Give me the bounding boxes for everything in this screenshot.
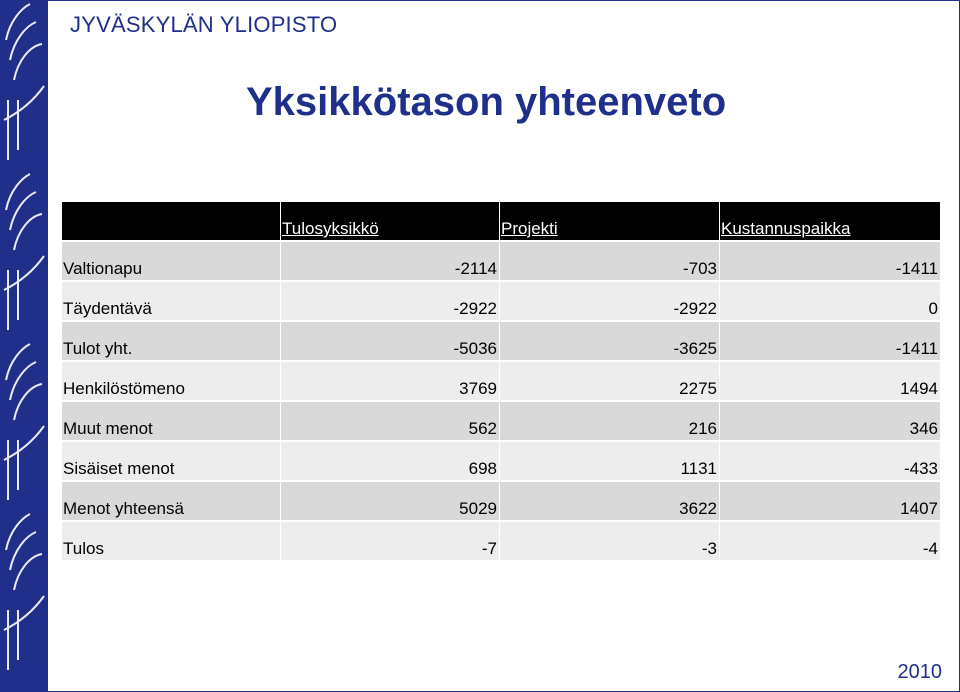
value-cell: -2922 bbox=[281, 280, 500, 320]
row-label-cell: Henkilöstömeno bbox=[62, 360, 281, 400]
value-cell: -2114 bbox=[281, 240, 500, 280]
table-row bbox=[62, 520, 940, 560]
table-row bbox=[62, 440, 940, 480]
table-row bbox=[62, 400, 940, 440]
value-cell: -5036 bbox=[281, 320, 500, 360]
value-cell: 1131 bbox=[500, 440, 720, 480]
row-label-cell: Tulot yht. bbox=[62, 320, 281, 360]
column-header: Projekti bbox=[500, 202, 720, 240]
row-label-cell: Tulos bbox=[62, 520, 281, 560]
value-cell: 216 bbox=[500, 400, 720, 440]
summary-table bbox=[62, 202, 940, 560]
value-cell: -3 bbox=[500, 520, 720, 560]
value-cell: -7 bbox=[281, 520, 500, 560]
value-cell: -1411 bbox=[720, 240, 940, 280]
table-header-row bbox=[62, 202, 940, 240]
value-cell: -4 bbox=[720, 520, 940, 560]
row-label-cell: Valtionapu bbox=[62, 240, 281, 280]
value-cell: 3622 bbox=[500, 480, 720, 520]
value-cell: 1494 bbox=[720, 360, 940, 400]
value-cell: 698 bbox=[281, 440, 500, 480]
column-header: Tulosyksikkö bbox=[281, 202, 500, 240]
table-row bbox=[62, 480, 940, 520]
value-cell: 5029 bbox=[281, 480, 500, 520]
university-name: JYVÄSKYLÄN YLIOPISTO bbox=[70, 12, 338, 37]
table-row bbox=[62, 280, 940, 320]
column-header bbox=[62, 202, 281, 240]
value-cell: -433 bbox=[720, 440, 940, 480]
table-row bbox=[62, 240, 940, 280]
row-label-cell: Menot yhteensä bbox=[62, 480, 281, 520]
table-row bbox=[62, 320, 940, 360]
value-cell: -2922 bbox=[500, 280, 720, 320]
value-cell: 346 bbox=[720, 400, 940, 440]
table-row bbox=[62, 360, 940, 400]
value-cell: 562 bbox=[281, 400, 500, 440]
row-label-cell: Muut menot bbox=[62, 400, 281, 440]
value-cell: 1407 bbox=[720, 480, 940, 520]
page-title: Yksikkötason yhteenveto bbox=[246, 80, 727, 124]
value-cell: -1411 bbox=[720, 320, 940, 360]
value-cell: 3769 bbox=[281, 360, 500, 400]
university-emblem-pattern-icon bbox=[0, 0, 48, 692]
row-label-cell: Täydentävä bbox=[62, 280, 281, 320]
value-cell: -3625 bbox=[500, 320, 720, 360]
column-header: Kustannuspaikka bbox=[720, 202, 940, 240]
value-cell: -703 bbox=[500, 240, 720, 280]
value-cell: 2275 bbox=[500, 360, 720, 400]
year-label: 2010 bbox=[897, 661, 942, 683]
value-cell: 0 bbox=[720, 280, 940, 320]
left-decorative-band bbox=[0, 0, 48, 692]
row-label-cell: Sisäiset menot bbox=[62, 440, 281, 480]
